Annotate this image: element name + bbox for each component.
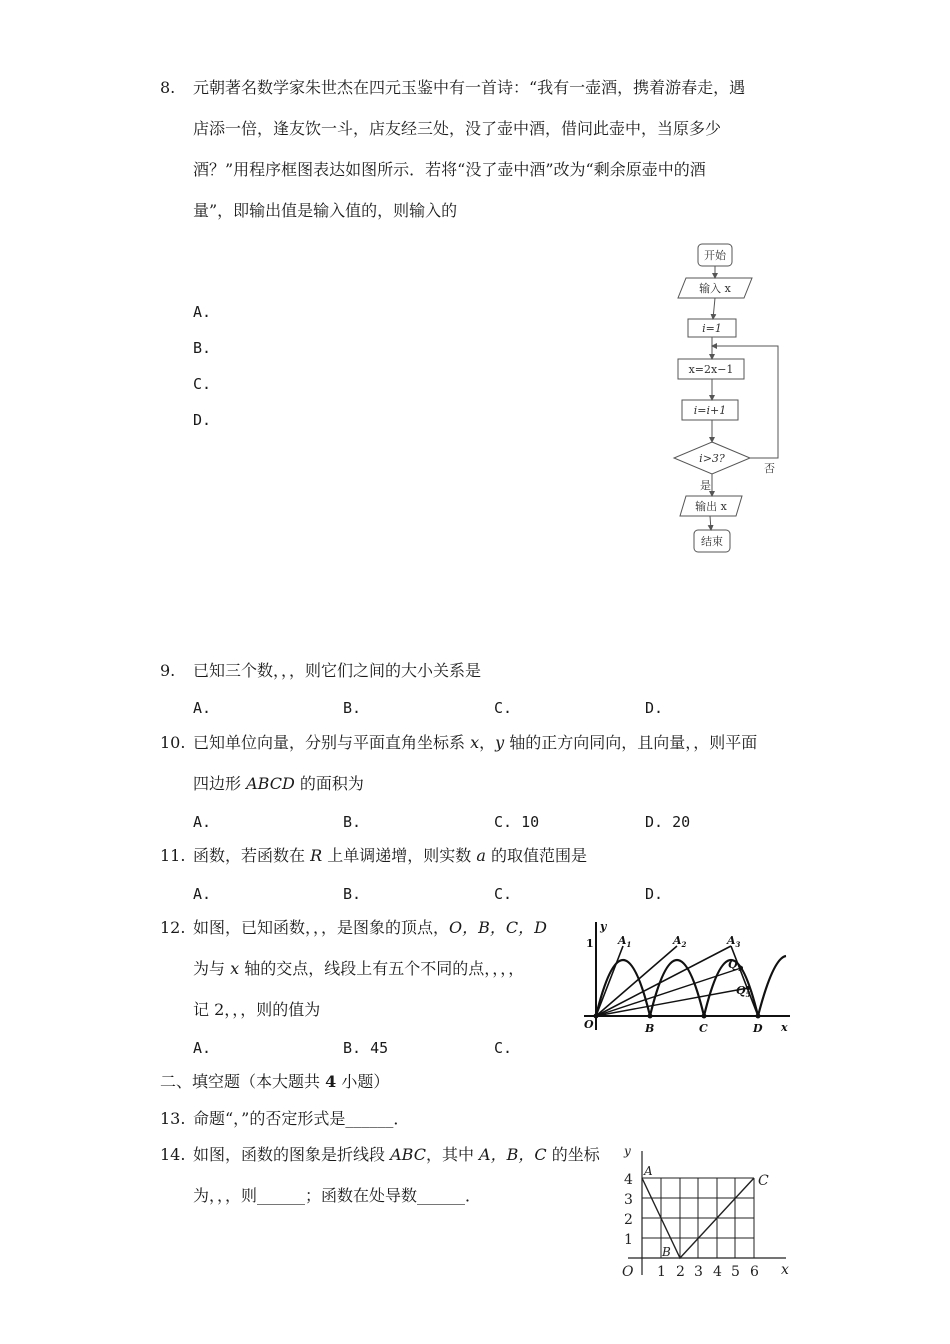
- grid: [642, 1178, 754, 1258]
- graph-A2-label: $A_2$: [673, 934, 687, 949]
- graph-x-label: x: [781, 1021, 788, 1034]
- x-tick-1: 1: [657, 1264, 666, 1280]
- flowchart: [660, 238, 790, 558]
- graph-O-label: O: [622, 1264, 634, 1280]
- x-tick-6: 6: [750, 1264, 759, 1280]
- option-b: B.: [343, 699, 362, 717]
- option-b: B.: [193, 339, 212, 357]
- question-text-line: 如图，函数的图象是折线段 ABC，其中 A，B，C 的坐标: [193, 1145, 600, 1164]
- y-tick-1: 1: [624, 1232, 633, 1248]
- graph-C-label: C: [699, 1022, 708, 1035]
- option-a: A.: [193, 813, 212, 831]
- graph-O-label: O: [584, 1018, 594, 1031]
- graph-B-label: B: [645, 1022, 655, 1035]
- flow-no-label: 否: [764, 462, 775, 475]
- y-tick-2: 2: [624, 1212, 633, 1228]
- option-a: A.: [193, 699, 212, 717]
- graph-x-label: x: [781, 1262, 789, 1278]
- flow-incr-label: i=i+1: [693, 404, 727, 417]
- graph-one-label: 1: [586, 937, 594, 950]
- question-text-line: 函数，若函数在 R 上单调递增，则实数 a 的取值范围是: [193, 846, 587, 865]
- question-text-line: 为，，，则______；函数在处导数______．: [193, 1186, 482, 1205]
- flow-yes-label: 是: [700, 479, 711, 492]
- graph-D-label: D: [753, 1022, 763, 1035]
- option-c: C.: [193, 375, 212, 393]
- question-text-line: 店添一倍，逢友饮一斗，店友经三处，没了壶中酒，借问此壶中，当原多少: [193, 119, 722, 138]
- option-c: C.: [494, 885, 513, 903]
- x-tick-3: 3: [694, 1264, 703, 1280]
- option-b: B.: [343, 885, 362, 903]
- flow-init-label: i=1: [702, 322, 722, 335]
- polyline-graph: [614, 1143, 800, 1283]
- graph-A3-label: $A_3$: [727, 934, 741, 949]
- flow-output-label: 输出 x: [695, 500, 727, 513]
- graph-Q5-label: $Q_5$: [736, 984, 751, 999]
- question-text-line: 量”，即输出值是输入值的，则输入的: [193, 201, 458, 220]
- y-tick-3: 3: [624, 1192, 633, 1208]
- segment-OA3: [596, 946, 731, 1016]
- option-d: D.: [193, 411, 212, 429]
- segment-OA1: [596, 946, 623, 1016]
- option-c: C. 10: [494, 813, 540, 831]
- point-C: [702, 1014, 707, 1019]
- question-text-line: 为与 x 轴的交点，线段上有五个不同的点，，，，: [193, 959, 525, 978]
- graph-Q1-label: $Q_1$: [728, 958, 743, 973]
- option-a: A.: [193, 885, 212, 903]
- question-text-line: 已知单位向量，分别与平面直角坐标系 x，y 轴的正方向同向，且向量，，则平面: [193, 733, 758, 752]
- question-text-line: 已知三个数，，，则它们之间的大小关系是: [193, 661, 482, 680]
- flow-cond-label: i>3?: [699, 452, 725, 465]
- segment-OQ1: [596, 968, 741, 1016]
- segment-A3D: [731, 946, 758, 1016]
- x-tick-4: 4: [713, 1264, 722, 1280]
- question-number: 14.: [160, 1145, 186, 1164]
- question-text-line: 如图，已知函数，，，是图象的顶点，O，B，C，D: [193, 918, 547, 937]
- y-tick-4: 4: [624, 1172, 633, 1188]
- point-O: [594, 1014, 599, 1019]
- segment-OQ5: [596, 988, 748, 1016]
- graph-B-label: B: [662, 1245, 671, 1259]
- option-b: B.: [343, 813, 362, 831]
- flow-assign-label: x=2x−1: [688, 363, 734, 376]
- question-number: 11.: [160, 846, 186, 865]
- question-number: 8.: [160, 78, 176, 97]
- option-d: D.: [645, 885, 664, 903]
- graph-A1-label: $A_1$: [618, 934, 632, 949]
- graph-A-label: A: [644, 1164, 653, 1178]
- option-a: A.: [193, 1039, 212, 1057]
- option-a: A.: [193, 303, 212, 321]
- graph-y-label: y: [600, 920, 607, 933]
- question-number: 10.: [160, 733, 186, 752]
- point-B: [648, 1014, 653, 1019]
- question-number: 13.: [160, 1109, 186, 1128]
- question-text-line: 记 2，，，则的值为: [193, 1000, 321, 1019]
- question-text-line: 酒？”用程序框图表达如图所示．若将“没了壶中酒”改为“剩余原壶中的酒: [193, 160, 706, 179]
- option-c: C.: [494, 699, 513, 717]
- question-text-line: 元朝著名数学家朱世杰在四元玉鉴中有一首诗：“我有一壶酒，携着游春走，遇: [193, 78, 746, 97]
- section-heading: 二、填空题（本大题共 4 小题）: [160, 1072, 390, 1091]
- option-c: C.: [494, 1039, 513, 1057]
- option-d: D.: [645, 699, 664, 717]
- question-text-line: 命题“，”的否定形式是______．: [193, 1109, 410, 1128]
- flow-end-label: 结束: [701, 535, 723, 548]
- graph-y-label: y: [624, 1144, 631, 1158]
- question-number: 9.: [160, 661, 176, 680]
- option-b: B. 45: [343, 1039, 389, 1057]
- x-tick-2: 2: [676, 1264, 685, 1280]
- flow-input-label: 输入 x: [699, 282, 731, 295]
- option-d: D. 20: [645, 813, 691, 831]
- point-D: [756, 1014, 761, 1019]
- x-tick-5: 5: [731, 1264, 740, 1280]
- sine-abs-graph: [578, 918, 793, 1052]
- question-text-line: 四边形 ABCD 的面积为: [193, 774, 364, 793]
- question-number: 12.: [160, 918, 186, 937]
- graph-C-label: C: [758, 1173, 769, 1189]
- flow-start-label: 开始: [704, 249, 726, 262]
